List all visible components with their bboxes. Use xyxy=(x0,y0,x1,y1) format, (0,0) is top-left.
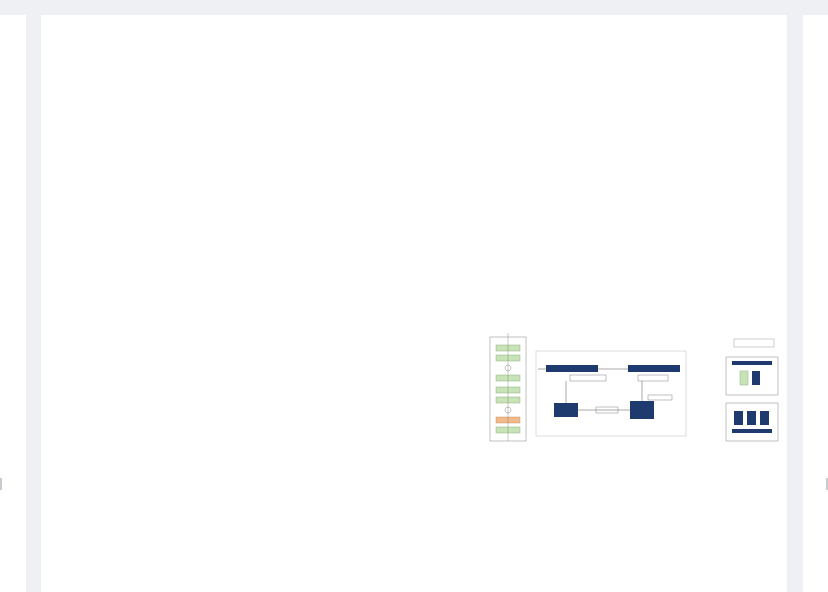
encoder-block xyxy=(628,365,680,372)
mid-block xyxy=(638,375,668,381)
pool-legend xyxy=(734,339,774,347)
previous-slide-edge[interactable] xyxy=(0,15,26,592)
link-block xyxy=(648,395,672,400)
decoder-block xyxy=(554,403,578,417)
encoder-block xyxy=(546,365,598,372)
previous-slide-marker xyxy=(0,478,2,490)
network-architecture-figure xyxy=(488,331,781,456)
waveform-grid-figure xyxy=(530,163,748,303)
slide-page xyxy=(41,15,787,592)
next-slide-edge[interactable] xyxy=(803,15,828,592)
decoder-block xyxy=(630,401,654,419)
mid-block xyxy=(570,375,606,381)
